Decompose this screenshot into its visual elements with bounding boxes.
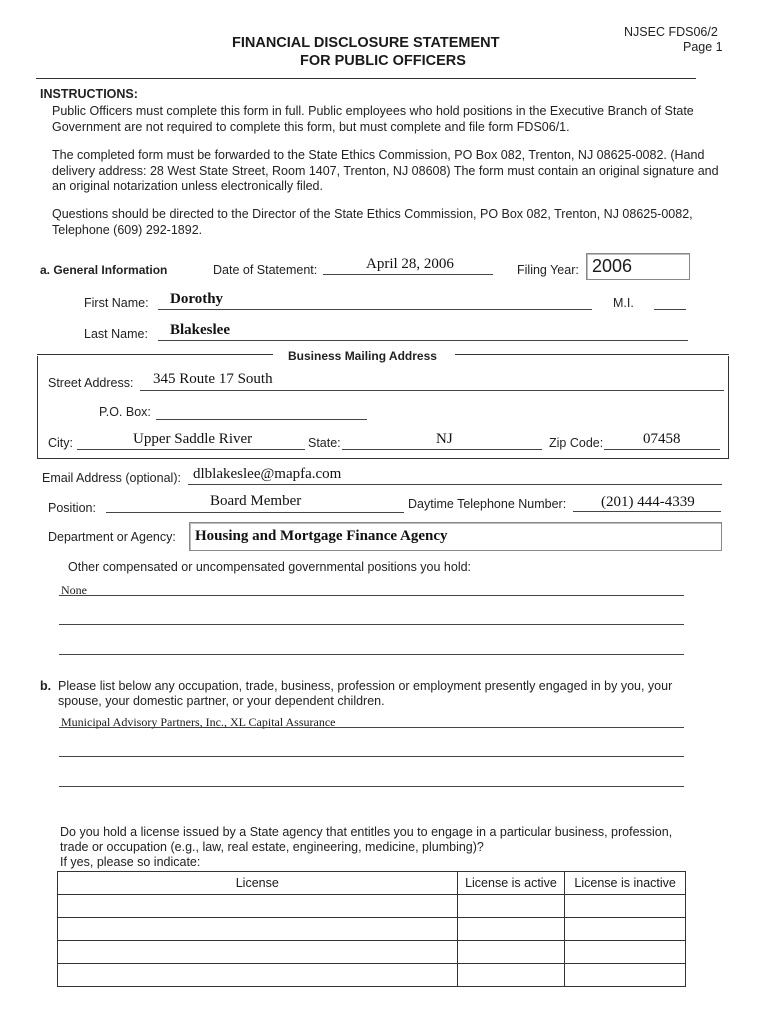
- other-positions-line-3[interactable]: [59, 654, 684, 655]
- license-question-line-1: Do you hold a license issued by a State agency that entitles you to engage in a particular business, profession,: [60, 825, 673, 839]
- zip-field[interactable]: 07458: [643, 431, 681, 447]
- license-inactive-cell[interactable]: [565, 941, 686, 964]
- po-box-field[interactable]: [156, 419, 367, 420]
- other-positions-line-1: [59, 595, 684, 596]
- form-code: NJSEC FDS06/2: [624, 25, 718, 39]
- instructions-paragraph-3: Questions should be directed to the Director of the State Ethics Commission, PO Box 082, Trenton, NJ 08625-0082, Telephone (609) 292-1892.: [52, 207, 693, 237]
- occupation-line-2[interactable]: [59, 756, 684, 757]
- state-underline: [342, 449, 542, 450]
- position-field[interactable]: Board Member: [210, 493, 302, 509]
- occupation-answer[interactable]: Municipal Advisory Partners, Inc., XL Capital Assurance: [61, 715, 336, 729]
- date-label: Date of Statement:: [213, 263, 318, 277]
- other-positions-line-2[interactable]: [59, 624, 684, 625]
- phone-underline: [573, 511, 721, 512]
- phone-field[interactable]: (201) 444-4339: [601, 494, 695, 510]
- email-label: Email Address (optional):: [42, 471, 181, 485]
- page-title: FINANCIAL DISCLOSURE STATEMENT: [232, 35, 500, 51]
- table-row: [58, 895, 686, 918]
- other-positions-answer[interactable]: None: [61, 583, 87, 597]
- city-underline: [77, 449, 305, 450]
- other-positions-question: Other compensated or uncompensated governmental positions you hold:: [68, 560, 472, 574]
- instructions-paragraph-2: The completed form must be forwarded to the State Ethics Commission, PO Box 082, Trenton, NJ 08625-0082. (Hand delivery address: 28 West State Street, Room 1407, Trenton, NJ 08608) The form must contain an original signature and an original notarization unless electronically filed.: [52, 148, 719, 193]
- po-box-label: P.O. Box:: [99, 405, 151, 419]
- mi-label: M.I.: [613, 296, 634, 310]
- table-row: [58, 918, 686, 941]
- license-name-cell[interactable]: [58, 941, 458, 964]
- instructions-paragraph-1: Public Officers must complete this form in full. Public employees who hold positions in the Executive Branch of State Government are not required to complete this form, but must complete and file form FDS06/1.: [52, 104, 694, 134]
- license-name-cell[interactable]: [58, 895, 458, 918]
- section-a-label: a. General Information: [40, 263, 168, 277]
- license-table: [57, 871, 686, 987]
- department-field[interactable]: [189, 522, 722, 551]
- license-question-line-3: If yes, please so indicate:: [60, 855, 201, 869]
- page-number: Page 1: [683, 40, 723, 54]
- date-underline: [323, 274, 493, 275]
- email-underline: [188, 484, 722, 485]
- street-label: Street Address:: [48, 376, 134, 390]
- license-active-cell[interactable]: [457, 918, 565, 941]
- page-subtitle: FOR PUBLIC OFFICERS: [300, 53, 466, 69]
- license-active-cell[interactable]: [457, 964, 565, 987]
- license-inactive-cell[interactable]: [565, 895, 686, 918]
- date-of-statement-field[interactable]: April 28, 2006: [366, 256, 454, 272]
- occupation-line-3[interactable]: [59, 786, 684, 787]
- license-active-cell[interactable]: [457, 895, 565, 918]
- license-name-cell[interactable]: [58, 918, 458, 941]
- mi-field[interactable]: [654, 309, 686, 310]
- position-underline: [106, 512, 404, 513]
- email-field[interactable]: dlblakeslee@mapfa.com: [193, 466, 342, 482]
- position-label: Position:: [48, 501, 96, 515]
- business-address-heading: Business Mailing Address: [288, 349, 437, 363]
- city-field[interactable]: Upper Saddle River: [133, 431, 253, 447]
- street-underline: [140, 390, 724, 391]
- first-name-underline: [158, 309, 592, 310]
- section-b-label: b.: [40, 679, 52, 693]
- filing-year-field[interactable]: [586, 253, 690, 280]
- license-name-cell[interactable]: [58, 964, 458, 987]
- license-active-column-header: License is active: [457, 872, 565, 895]
- state-label: State:: [308, 436, 341, 450]
- table-header-row: [58, 872, 686, 895]
- state-field[interactable]: NJ: [436, 431, 453, 447]
- license-column-header: License: [58, 872, 458, 895]
- table-row: [58, 941, 686, 964]
- zip-label: Zip Code:: [549, 436, 604, 450]
- zip-underline: [604, 449, 720, 450]
- first-name-label: First Name:: [84, 296, 149, 310]
- street-address-field[interactable]: 345 Route 17 South: [153, 371, 273, 387]
- last-name-underline: [158, 340, 688, 341]
- filing-year-value: 2006: [592, 256, 633, 276]
- occupation-line-1: [59, 727, 684, 728]
- first-name-field[interactable]: Dorothy: [170, 291, 224, 307]
- header-divider: [36, 78, 696, 79]
- phone-label: Daytime Telephone Number:: [408, 497, 567, 511]
- last-name-field[interactable]: Blakeslee: [170, 322, 230, 338]
- section-b-question: Please list below any occupation, trade, business, profession or employment presently engaged in by you, your spouse, your domestic partner, or your dependent children.: [58, 679, 673, 708]
- last-name-label: Last Name:: [84, 327, 148, 341]
- license-question-line-2: trade or occupation (e.g., law, real estate, engineering, medicine, plumbing)?: [60, 840, 484, 854]
- city-label: City:: [48, 436, 73, 450]
- department-value: Housing and Mortgage Finance Agency: [195, 528, 448, 544]
- license-inactive-column-header: License is inactive: [565, 872, 686, 895]
- instructions-heading: INSTRUCTIONS:: [40, 87, 138, 101]
- department-label: Department or Agency:: [48, 530, 176, 544]
- table-row: [58, 964, 686, 987]
- license-inactive-cell[interactable]: [565, 964, 686, 987]
- filing-year-label: Filing Year:: [517, 263, 579, 277]
- license-inactive-cell[interactable]: [565, 918, 686, 941]
- license-active-cell[interactable]: [457, 941, 565, 964]
